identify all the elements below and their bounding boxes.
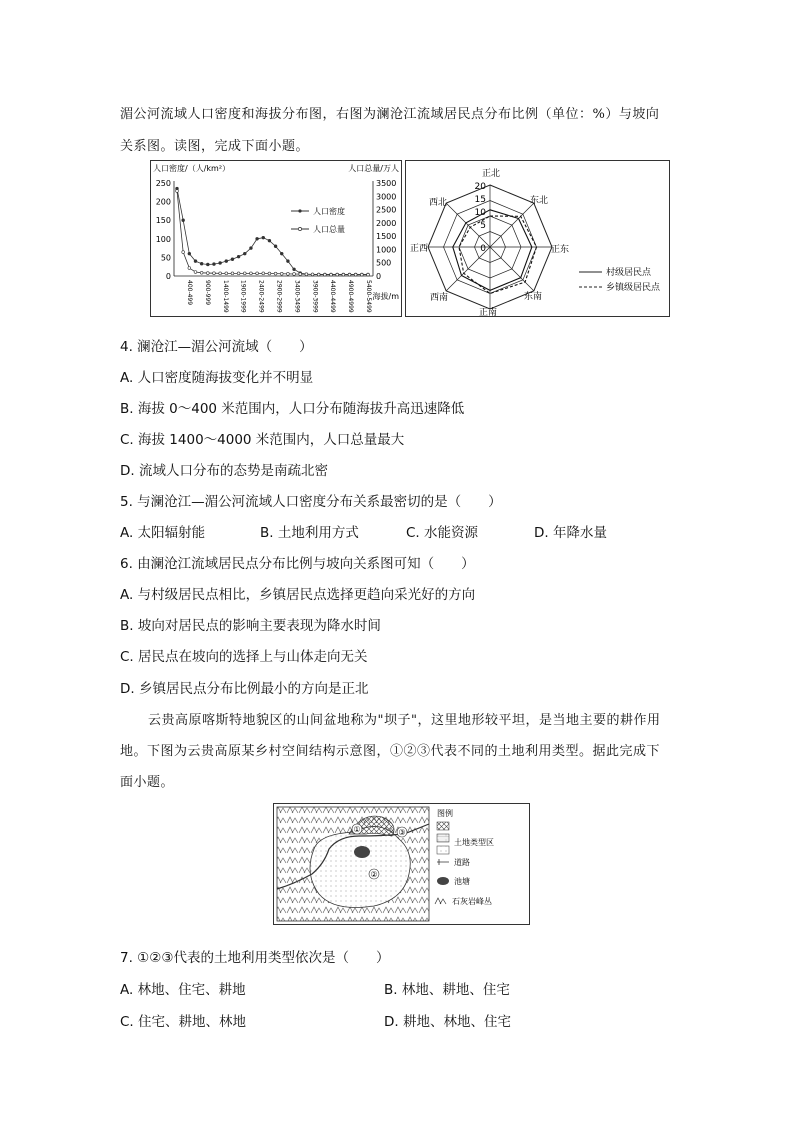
- pond: [354, 846, 370, 858]
- map-label-3: ③: [398, 828, 406, 837]
- q6-option-b: B. 坡向对居民点的影响主要表现为降水时间: [120, 618, 381, 634]
- total-point: [176, 190, 179, 193]
- map-legend-pond: 池塘: [454, 877, 470, 886]
- density-point: [256, 237, 259, 240]
- ring-label-10: 10: [474, 208, 486, 218]
- q6-stem: 6. 由澜沧江流域居民点分布比例与坡向关系图可知（ ）: [120, 556, 475, 572]
- y-right-tick-label: 1000: [376, 245, 397, 255]
- intro2-line1: 云贵高原喀斯特地貌区的山间盆地称为"坝子"，这里地形较平坦，是当地主要的耕作用: [148, 713, 661, 728]
- q4-option-a: A. 人口密度随海拔变化并不明显: [120, 370, 314, 386]
- map-legend-peak: 石灰岩峰丛: [452, 897, 492, 906]
- total-point: [330, 273, 333, 276]
- right-axis-title: 人口总量/万人: [348, 164, 399, 173]
- x-tick-label: 3400-3499: [293, 280, 301, 313]
- total-point: [305, 273, 308, 276]
- y-left-tick-label: 250: [155, 179, 171, 188]
- total-point: [336, 273, 339, 276]
- radar-label-south: 正南: [478, 308, 498, 316]
- radar-label-northwest: 西北: [428, 198, 448, 208]
- radar-label-southeast: 东南: [523, 292, 543, 302]
- total-point: [354, 273, 357, 276]
- q5-option-a: A. 太阳辐射能: [120, 525, 206, 541]
- radar-svg: [406, 161, 669, 316]
- map-label-2: ②: [370, 870, 378, 879]
- q4-stem: 4. 澜沧江—湄公河流域（ ）: [120, 339, 313, 355]
- density-point: [200, 262, 203, 265]
- total-point: [311, 273, 314, 276]
- radar-chart: [405, 160, 670, 317]
- total-point: [250, 272, 253, 275]
- x-tick-label: 4900-4999: [347, 280, 355, 313]
- legend-total-marker: [298, 227, 301, 230]
- x-tick-label: 400-499: [186, 280, 193, 306]
- total-point: [231, 272, 234, 275]
- density-point: [262, 236, 265, 239]
- total-point: [348, 273, 351, 276]
- total-point: [256, 272, 259, 275]
- ring-label-15: 15: [474, 195, 486, 205]
- total-point: [225, 272, 228, 275]
- total-point: [299, 273, 302, 276]
- y-right-tick-label: 2500: [376, 205, 397, 215]
- x-tick-label: 5400-5499: [365, 280, 372, 313]
- density-point: [188, 252, 191, 255]
- q7-option-a: A. 林地、住宅、耕地: [120, 982, 246, 998]
- x-tick-label: 2900-2999: [275, 280, 283, 313]
- x-tick-label: 1400-1499: [221, 280, 229, 313]
- intro1-line2: 关系图。读图，完成下面小题。: [120, 139, 310, 154]
- ring-label-0: 0: [480, 244, 486, 254]
- total-point: [293, 273, 296, 276]
- density-point: [206, 263, 209, 266]
- total-point: [213, 272, 216, 275]
- q7-option-d: D. 耕地、林地、住宅: [384, 1014, 511, 1030]
- total-point: [268, 272, 271, 275]
- total-point: [237, 272, 240, 275]
- x-tick-label: 1900-1999: [239, 280, 247, 313]
- density-point: [274, 245, 277, 248]
- density-point: [182, 219, 185, 222]
- legend-density-marker: [298, 209, 301, 212]
- total-point: [280, 272, 283, 275]
- q7-option-b: B. 林地、耕地、住宅: [384, 982, 510, 998]
- total-point: [194, 271, 197, 274]
- village-map-figure: [273, 803, 530, 925]
- density-point: [231, 258, 234, 261]
- density-point: [194, 260, 197, 263]
- village-map-svg: [274, 804, 529, 924]
- y-left-tick-label: 50: [160, 253, 171, 263]
- y-right-tick-label: 3000: [376, 192, 397, 202]
- total-point: [262, 272, 265, 275]
- total-point: [182, 251, 185, 254]
- population-altitude-chart: [150, 160, 402, 317]
- legend-peak-symbol: [435, 898, 446, 904]
- total-point: [367, 273, 370, 276]
- radar-label-north: 正北: [481, 169, 501, 179]
- legend-town-label: 乡镇级居民点: [606, 283, 661, 293]
- radar-label-west: 正西: [409, 244, 429, 254]
- total-point: [206, 272, 209, 275]
- q6-option-d: D. 乡镇居民点分布比例最小的方向是正北: [120, 681, 369, 697]
- legend-village-label: 村级居民点: [606, 268, 652, 278]
- radar-label-northeast: 东北: [529, 196, 549, 206]
- x-tick-label: 2400-2499: [257, 280, 265, 313]
- y-right-tick-label: 1500: [376, 232, 397, 242]
- density-point: [280, 252, 283, 255]
- density-point: [213, 263, 216, 266]
- x-unit-label: 海拔/m: [372, 292, 399, 301]
- intro2-line3: 面小题。: [120, 775, 175, 790]
- legend-road-symbol: [437, 859, 449, 865]
- density-point: [268, 239, 271, 242]
- q6-option-a: A. 与村级居民点相比，乡镇居民点选择更趋向采光好的方向: [120, 587, 476, 603]
- ring-label-20: 20: [474, 182, 486, 192]
- x-tick-label: 900-999: [203, 280, 211, 306]
- y-right-tick-label: 0: [376, 272, 382, 281]
- map-label-1: ①: [353, 825, 361, 834]
- ring-label-5: 5: [480, 221, 486, 231]
- density-point: [219, 262, 222, 265]
- legend-swatch-brick: [437, 834, 449, 842]
- total-point: [243, 272, 246, 275]
- left-axis-title: 人口密度/（人/km²）: [153, 164, 231, 173]
- total-point: [342, 273, 345, 276]
- q5-option-b: B. 土地利用方式: [260, 525, 359, 541]
- density-point: [225, 260, 228, 263]
- y-left-tick-label: 0: [165, 272, 171, 281]
- q7-stem: 7. ①②③代表的土地利用类型依次是（ ）: [120, 950, 390, 966]
- legend-pond-symbol: [437, 877, 449, 885]
- legend-swatch-hatch: [437, 822, 449, 830]
- total-point: [323, 273, 326, 276]
- y-left-tick-label: 100: [155, 234, 171, 244]
- q4-option-b: B. 海拔 0～400 米范围内，人口分布随海拔升高迅速降低: [120, 401, 465, 417]
- population-altitude-svg: [151, 161, 401, 316]
- q7-option-c: C. 住宅、耕地、林地: [120, 1014, 247, 1030]
- total-point: [188, 267, 191, 270]
- y-right-tick-label: 2000: [376, 218, 397, 228]
- intro1-line1: 湄公河流域人口密度和海拔分布图，右图为澜沧江流域居民点分布比例（单位：%）与坡向: [120, 107, 660, 122]
- radar-label-east: 正东: [550, 245, 570, 255]
- x-tick-label: 3900-3999: [311, 280, 319, 313]
- density-point: [250, 247, 253, 250]
- cropland-zone: [310, 826, 410, 907]
- total-point: [287, 272, 290, 275]
- total-point: [274, 272, 277, 275]
- y-left-tick-label: 200: [155, 197, 171, 207]
- q5-option-d: D. 年降水量: [534, 525, 607, 541]
- y-right-tick-label: 3500: [376, 179, 397, 188]
- radar-label-southwest: 西南: [429, 293, 449, 303]
- q6-option-c: C. 居民点在坡向的选择上与山体走向无关: [120, 649, 368, 665]
- y-left-tick-label: 150: [155, 216, 171, 226]
- density-point: [237, 255, 240, 258]
- q5-option-c: C. 水能资源: [406, 525, 479, 541]
- q4-option-c: C. 海拔 1400～4000 米范围内，人口总量最大: [120, 432, 405, 448]
- map-legend-land: 土地类型区: [454, 838, 494, 847]
- x-tick-label: 4400-4499: [329, 280, 337, 313]
- intro2-line2: 地。下图为云贵高原某乡村空间结构示意图，①②③代表不同的土地利用类型。据此完成下: [120, 744, 661, 759]
- legend-total-label: 人口总量: [313, 225, 345, 234]
- q5-stem: 5. 与澜沧江—湄公河流域人口密度分布关系最密切的是（ ）: [120, 494, 502, 510]
- q4-option-d: D. 流域人口分布的态势是南疏北密: [120, 463, 328, 479]
- total-point: [200, 271, 203, 274]
- total-point: [219, 272, 222, 275]
- density-point: [243, 252, 246, 255]
- density-point: [287, 260, 290, 263]
- legend-density-label: 人口密度: [313, 207, 345, 216]
- total-point: [360, 273, 363, 276]
- map-legend-road: 道路: [454, 858, 470, 867]
- density-point: [293, 268, 296, 271]
- legend-swatch-dots: [437, 846, 449, 854]
- y-right-tick-label: 500: [376, 258, 392, 268]
- map-legend-title: 图例: [437, 809, 453, 818]
- total-point: [317, 273, 320, 276]
